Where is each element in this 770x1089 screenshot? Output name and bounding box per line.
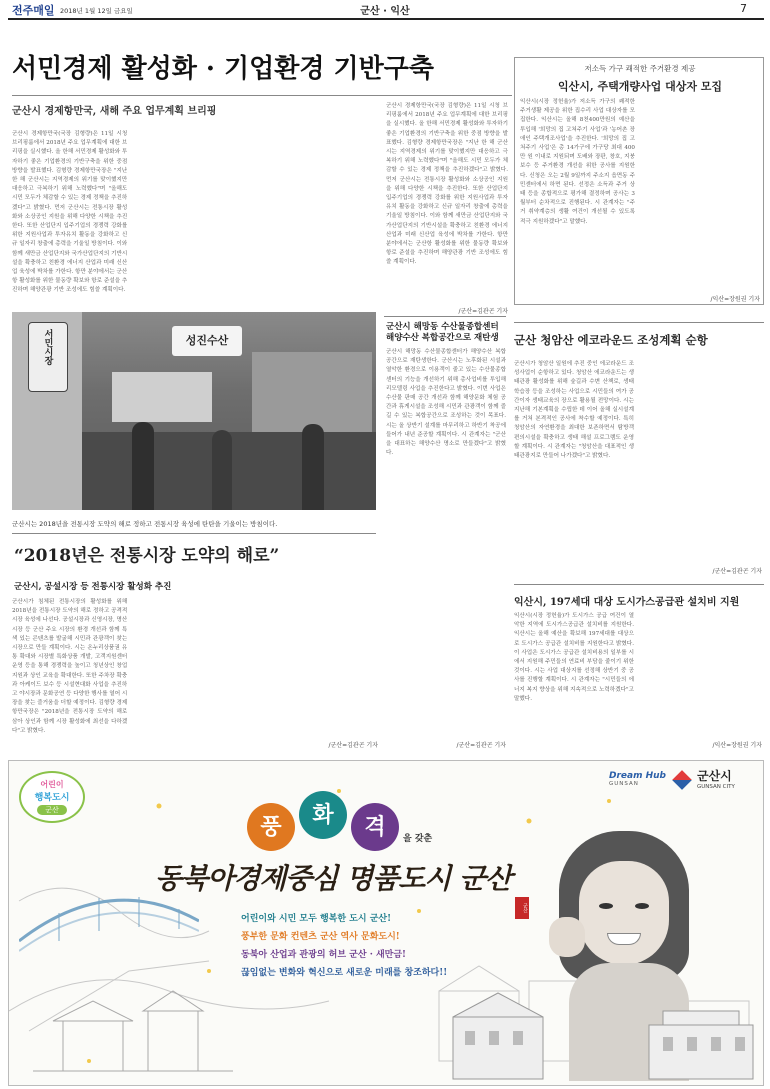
girl-eye-left [599,903,613,909]
cheongam-body-text: 군산시가 청암산 일원에 추진 중인 에코라운드 조성사업이 순항하고 있다. 청암산 에코라운드는 생태관광 활성화를 위해 숲길과 수변 산책로, 생태학습장 등을 조성하는 사업으로 시민들의 여가 공간이자 생태교육의 장으로 활용될 전망이다. 시는 지난해 기본계획을 수립한 데 이어 올해 실시설계를 거쳐 본격적인 공사에 착수할 예정이다. 특히 청암산의 자연환경을 최대한 보존하면서 탐방객 편의시설을 확충하고 생태 해설 프로그램도 운영할 계획이다. 시 관계자는 "청암산을 대표적인 생태관광지로 만들어 나가겠다"고 밝혔다. [514,361,634,460]
shop-sign-left [28,322,68,392]
slogan-circle-3: 격 [351,803,399,851]
ad-red-stamp: 군산 [515,897,529,919]
lead-headline: 서민경제 활성화 · 기업환경 기반구축 [12,54,434,84]
slogan-circle-1: 풍 [247,803,295,851]
market-photo [12,312,376,510]
cheongam-body [514,360,764,566]
gas-divider [514,584,764,585]
market-shopper-2 [212,430,232,510]
lead-body-continued: 군산시 경제항만국(국장 김형량)은 11일 시청 브리핑룸에서 2018년 주요 업무계획에 대한 브리핑을 실시했다. 올 한해 서민경제 활성화와 투자하기 좋은 기업환경의 기반구축을 위한 중점 방향을 발표했다. 김형량 경제항만국장은 "지난 한 해 군산시는 지역경제의 위기를 맞이했지만 대응하고 극복하기 위해 노력했다"며 "올해도 시민 모두가 체감할 수 있는 경제 정책을 추진하겠다"고 밝혔다. 먼저 군산시는 전통시장 활성화와 소상공인 지원을 위해 다양한 시책을 추진한다. 또한 산업단지 입주기업의 경쟁력 강화를 위한 지원사업과 투자유치 활동을 강화하고 신규 일자리 창출에 총력을 기울일 방침이다. 이와 함께 새만금 산업단지와 국가산업단지의 기반시설을 확충하고 친환경 에너지 산업과 미래 신산업 육성에 박차를 가한다. 항만 분야에서는 군산항 활성화를 위한 물동량 확보와 항로 준설을 추진하며 해양관광 기반 조성에도 힘쓸 계획이다. [386,103,508,266]
page-number: 7 [740,2,747,15]
child-city-badge [19,771,85,823]
lead-body [12,130,378,310]
market-body-text: 군산시가 침체된 전통시장의 활성화를 위해 2018년을 전통시장 도약의 해로 정하고 공격적 시장 육성에 나선다. 공설시장과 신영시장, 명산시장 등 군산 주요 시장의 환경 개선과 함께 특색 있는 콘텐츠를 발굴해 시민과 관광객이 찾는 시장으로 만들 계획이다. 시는 온누리상품권 유통 확대와 시장별 특화상품 개발, 고객지원센터 운영 등을 통해 경쟁력을 높이고 청년상인 창업 지원과 상인 교육을 확대한다. 또한 주차장 확충과 아케이드 보수 등 시설현대화 사업을 추진하고 야시장과 문화공연 등 다양한 행사를 열어 시장을 찾는 즐거움을 더할 예정이다. 김형량 경제항만국장은 "2018년을 전통시장 도약의 해로 삼아 상인과 함께 시장 활성화에 최선을 다하겠다"고 밝혔다. [12,599,128,734]
child-city-badge-line1: 어린이 [40,780,64,789]
fish-divider [384,316,506,317]
fish-credit: /군산=김관곤 기자 [456,742,506,749]
market-credit: /군산=김관곤 기자 [328,742,378,749]
gas-body [514,612,764,734]
housing-credit: /익산=장원권 기자 [710,296,760,303]
dream-hub-text: Dream Hub [609,771,666,781]
girl-hand [549,917,585,957]
housing-headline: 익산시, 주택개량사업 대상자 모집 [557,80,723,93]
heritage-buildings-illustration [449,987,761,1083]
market-shopper-1 [132,422,154,510]
ad-main-slogan: 동북아경제중심 명품도시 군산 [155,862,512,895]
gas-body-text: 익산시(시장 정헌율)가 도시가스 공급 여건이 열악한 지역에 도시가스공급관 설치비를 지원한다. 익산시는 올해 예산을 확보해 197세대를 대상으로 도시가스 공급관 설치비를 지원한다고 밝혔다. 이 사업은 도시가스 공급관 설치비용의 일부를 시에서 지원해 주민들의 연료비 부담을 줄이기 위한 것이다. 시는 사업 대상지를 선정해 상반기 중 공사를 진행할 계획이다. 시 관계자는 "시민들의 에너지 복지 향상을 위해 지속적으로 노력하겠다"고 말했다. [514,613,634,702]
dream-hub-sub: GUNSAN [609,781,639,787]
housing-kicker: 저소득 가구 쾌적한 주거환경 제공 [584,64,696,73]
lead-body-cont [386,102,508,300]
slogan-circle-2: 화 [299,791,347,839]
city-logo-kr: 군산시 [697,769,732,783]
shop-sign-left-text: 서민시장 [42,329,53,365]
lead-subhead: 군산시 경제항만국, 새해 주요 업무계획 브리핑 [12,106,217,117]
market-stall-right [252,352,372,432]
market-banner [112,372,212,422]
fish-headline: 군산시 해망동 수산물종합센터 해양수산 복합공간으로 재탄생 [386,322,499,343]
market-subhead: 군산시, 공설시장 등 전통시장 활성화 추진 [14,582,172,592]
housing-body [520,98,760,292]
ad-line-2: 풍부한 문화 컨텐츠 군산 역사 문화도시! [241,932,400,942]
issue-date: 2018년 1월 12일 금요일 [60,7,133,15]
fish-body [386,348,506,734]
lead-body-text: 군산시 경제항만국(국장 김형량)은 11일 시청 브리핑룸에서 2018년 주요 업무계획에 대한 브리핑을 실시했다. 올 한해 서민경제 활성화와 투자하기 좋은 기업환경의 기반구축을 위한 중점 방향을 발표했다. 김형량 경제항만국장은 "지난 한 해 군산시는 지역경제의 위기를 맞이했지만 대응하고 극복하기 위해 노력했다"며 "올해도 시민 모두가 체감할 수 있는 경제 정책을 추진하겠다"고 밝혔다. 먼저 군산시는 전통시장 활성화와 소상공인 지원을 위해 다양한 시책을 추진한다. 또한 산업단지 입주기업의 경쟁력 강화를 위한 지원사업과 투자유치 활동을 강화하고 신규 일자리 창출에 총력을 기울일 방침이다. 이와 함께 새만금 산업단지와 국가산업단지의 기반시설을 확충하고 친환경 에너지 산업과 미래 신산업 육성에 박차를 가한다. 항만 분야에서는 군산항 활성화를 위한 물동량 확보와 항로 준설을 추진하며 해양관광 기반 조성에도 힘쓸 계획이다. [12,131,128,294]
girl-eye-right [635,903,649,909]
market-shopper-3 [302,424,324,510]
child-city-badge-line2: 행복도시 [34,793,70,803]
child-city-badge-city: 군산 [37,805,67,815]
city-logo-text [697,767,763,790]
header-rule [8,18,764,20]
market-quote-headline: “2018년은 전통시장 도약의 해로” [14,546,280,566]
shop-sign-center [172,326,242,356]
masthead: 전주매일 [12,4,55,17]
gas-headline: 익산시, 197세대 대상 도시가스공급관 설치비 지원 [514,597,740,608]
market-divider [12,533,376,534]
ad-line-3: 동북아 산업과 관광의 허브 군산 · 새만금! [241,950,406,960]
ad-line-4: 끊임없는 변화와 혁신으로 새로운 미래를 창조하다!! [241,968,448,978]
city-logo-en: GUNSAN CITY [697,784,735,790]
dream-hub-logo [609,771,669,787]
girl-face [579,861,669,965]
lead-headline-rule [12,95,512,96]
slogan-circle-suffix: 을 갖춘 [403,834,433,844]
market-body [12,598,378,734]
fish-body-text: 군산시 해망동 수산물종합센터가 해양수산 복합공간으로 재탄생한다. 군산시는 노후화된 시설과 열악한 환경으로 이용객이 줄고 있는 수산물종합센터의 기능을 개선하기 위해 총사업비를 투입해 리모델링 사업을 추진한다고 밝혔다. 이번 사업은 수산물 판매 공간 개선과 함께 해양문화 체험 공간과 휴게시설을 조성해 시민과 관광객이 함께 즐길 수 있는 복합공간으로 조성하는 것이 목표다. 시는 올 상반기 설계를 마무리하고 하반기 착공에 들어가 내년 준공할 계획이다. 시 관계자는 "군산을 대표하는 해양수산 명소로 만들겠다"고 밝혔다. [386,349,506,457]
shop-sign-center-text: 성진수산 [185,334,229,347]
cheongam-divider [514,322,764,323]
ad-line-1: 어린이와 시민 모두 행복한 도시 군산! [241,914,392,924]
bridge-illustration [19,851,199,961]
market-photo-caption: 군산시는 2018년을 전통시장 도약의 해로 정하고 전통시장 육성에 탄탄을 기울이는 방침이다. [12,520,278,528]
cheongam-headline: 군산 청암산 에코라운드 조성계획 순항 [514,333,708,347]
cheongam-credit: /군산=김관곤 기자 [712,568,762,575]
ad-frame [8,760,764,1086]
pavilion-illustration [33,961,233,1081]
section-title: 군산 · 익산 [360,6,410,17]
lead-credit: /군산=김관곤 기자 [458,308,508,315]
gas-credit: /익산=장원권 기자 [712,742,762,749]
housing-body-text: 익산시(시장 정헌율)가 저소득 가구의 쾌적한 주거생활 제공을 위한 집수리 사업 대상자를 모집한다. 익산시는 올해 8천400만원의 예산을 투입해 '희망의 집 고쳐주기 사업'과 '농어촌 장애인 주택개조사업'을 추진한다. '희망의 집 고쳐주기 사업'은 총 14가구에 가구당 최대 400만 원 이내로 지원되며 도배와 장판, 창호, 지붕 보수 등 주거환경 개선을 위한 공사를 지원한다. 신청은 오는 2월 9일까지 주소지 읍면동 주민센터에서 하면 된다. 선정은 소득과 주거 상태 등을 종합적으로 평가해 결정하며 공사는 3월부터 순차적으로 진행된다. 시 관계자는 "주거 취약계층의 생활 여건이 개선될 수 있도록 적극 지원하겠다"고 말했다. [520,99,635,225]
